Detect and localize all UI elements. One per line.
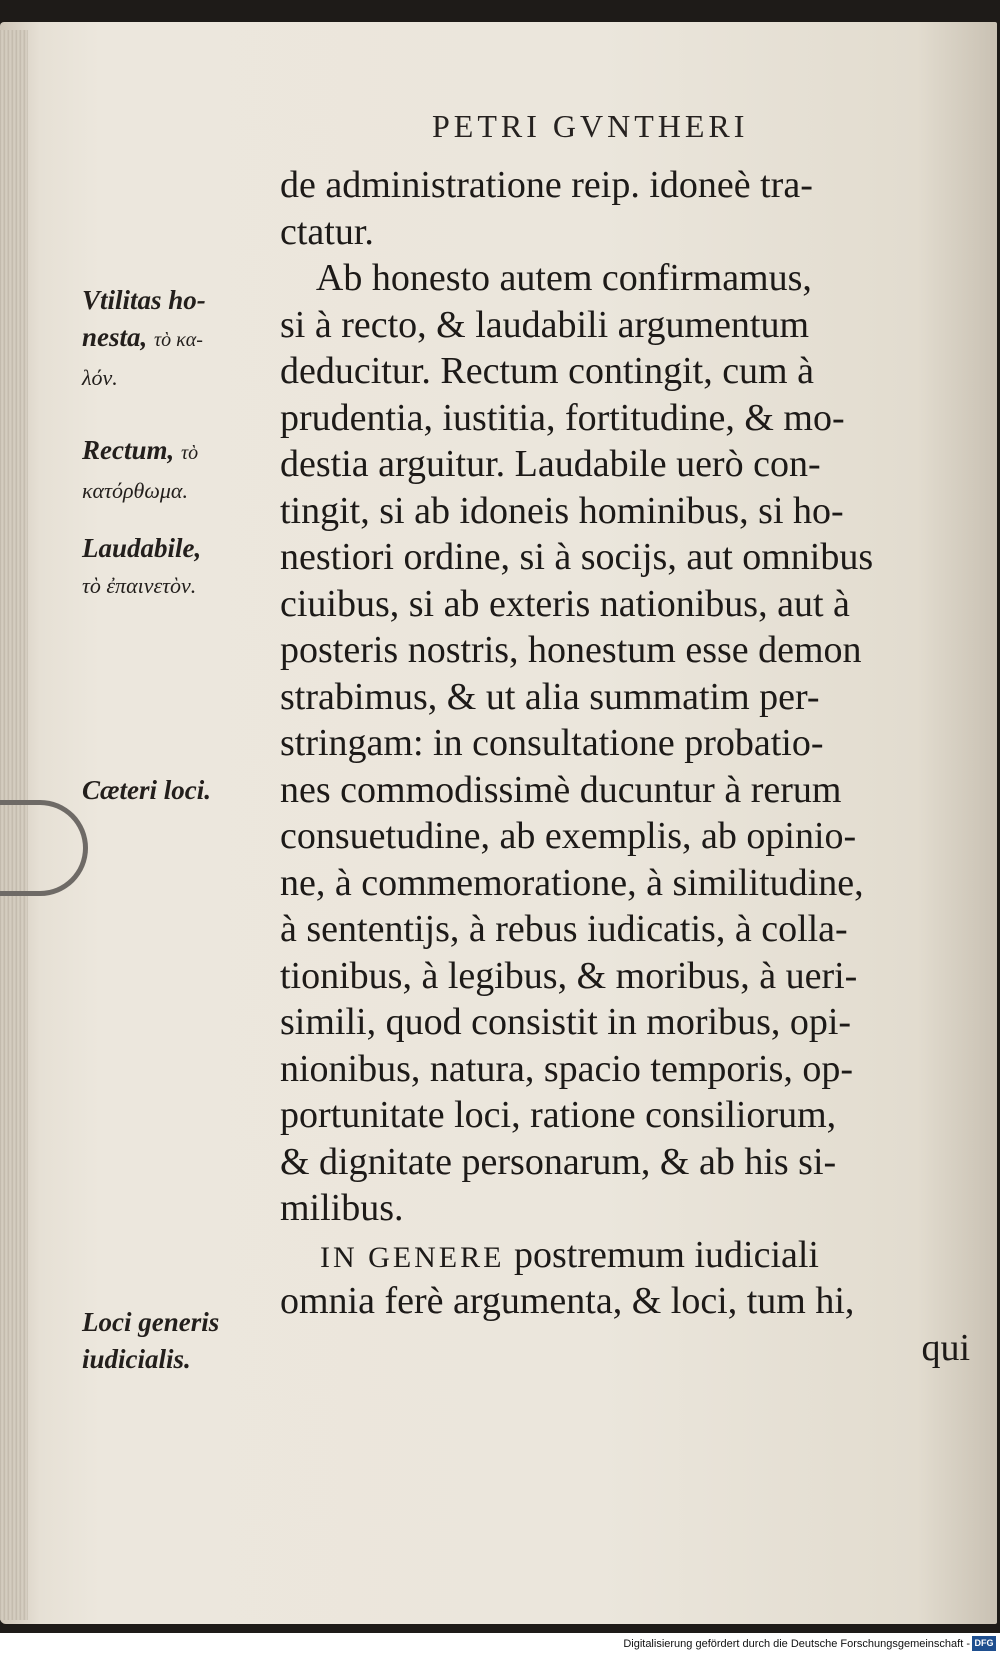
text-line: tingit, si ab idoneis hominibus, si ho- xyxy=(280,489,844,532)
text-line: milibus. xyxy=(280,1187,404,1229)
margin-note-ceteri xyxy=(82,772,211,809)
margin-note-greek: τὸ κα- xyxy=(154,329,203,351)
text-line: nes commodissimè ducuntur à rerum xyxy=(280,768,842,811)
digitization-credit: Digitalisierung gefördert durch die Deutsche Forschungsgemeinschaft - xyxy=(0,1633,1000,1655)
margin-note-line: iudicialis. xyxy=(82,1344,191,1374)
margin-note-line xyxy=(82,432,198,472)
margin-note-greek: κατόρθωμα. xyxy=(82,478,188,503)
text-line: stringam: in consultatione probatio- xyxy=(280,722,824,764)
text-line: prudentia, iustitia, fortitudine, & mo- xyxy=(280,396,845,439)
margin-note-word: Rectum, xyxy=(82,435,175,465)
margin-note-line: Vtilitas ho- xyxy=(82,285,206,315)
margin-note-rectum xyxy=(82,432,198,509)
margin-note-line: Cæteri loci. xyxy=(82,775,211,805)
running-head: PETRI GVNTHERI xyxy=(432,108,749,144)
text-line: simili, quod consistit in moribus, opi- xyxy=(280,1001,852,1043)
text-line: de administratione reip. idoneè tra- xyxy=(280,164,813,206)
text-line: omnia ferè argumenta, & loci, tum hi, xyxy=(280,1280,855,1322)
margin-note-greek: τὸ xyxy=(181,442,199,464)
text-line: ciuibus, si ab exteris nationibus, aut à xyxy=(280,582,850,625)
margin-note-laudabile xyxy=(82,530,201,604)
text-line: strabimus, & ut alia summatim per- xyxy=(280,675,820,718)
text-line: posteris nostris, honestum esse demon xyxy=(280,629,862,671)
text-line: à sententijs, à rebus iudicatis, à colla- xyxy=(280,908,848,950)
margin-note-utilitas xyxy=(82,282,206,396)
text-line: & dignitate personarum, & ab his si- xyxy=(280,1140,837,1183)
dfg-logo: DFG xyxy=(972,1636,996,1651)
text-line: nionibus, natura, spacio temporis, op- xyxy=(280,1047,854,1090)
text-line: portunitate loci, ratione consiliorum, xyxy=(280,1094,837,1136)
text-line: si à recto, & laudabili argumentum xyxy=(280,303,810,346)
genere-line xyxy=(280,1232,970,1279)
margin-note-line xyxy=(82,319,206,359)
margin-note-loci xyxy=(82,1304,219,1378)
text-line: destia arguitur. Laudabile uerò con- xyxy=(280,443,821,485)
text-line: consuetudine, ab exemplis, ab opinio- xyxy=(280,815,857,857)
text-line: nestiori ordine, si à socijs, aut omnibus xyxy=(280,536,874,578)
main-text-block xyxy=(280,162,970,1371)
genere-small-caps: IN GENERE xyxy=(320,1240,505,1274)
text-line: Ab honesto autem confirmamus, xyxy=(280,257,812,299)
genere-rest: postremum iudiciali xyxy=(504,1233,819,1276)
text-line: deducitur. Rectum contingit, cum à xyxy=(280,350,814,392)
margin-note-line: Laudabile, xyxy=(82,533,202,563)
margin-note-greek: τὸ ἐπαινετὸν. xyxy=(82,573,197,598)
catchword: qui xyxy=(921,1326,970,1369)
text-line: ctatur. xyxy=(280,210,374,253)
text-line: ne, à commemoratione, à similitudine, xyxy=(280,861,864,904)
margin-note-line: Loci generis xyxy=(82,1307,220,1337)
margin-note-word: nesta, xyxy=(82,322,148,352)
text-line: tionibus, à legibus, & moribus, à ueri- xyxy=(280,954,858,997)
margin-note-greek: λόν. xyxy=(82,365,118,390)
